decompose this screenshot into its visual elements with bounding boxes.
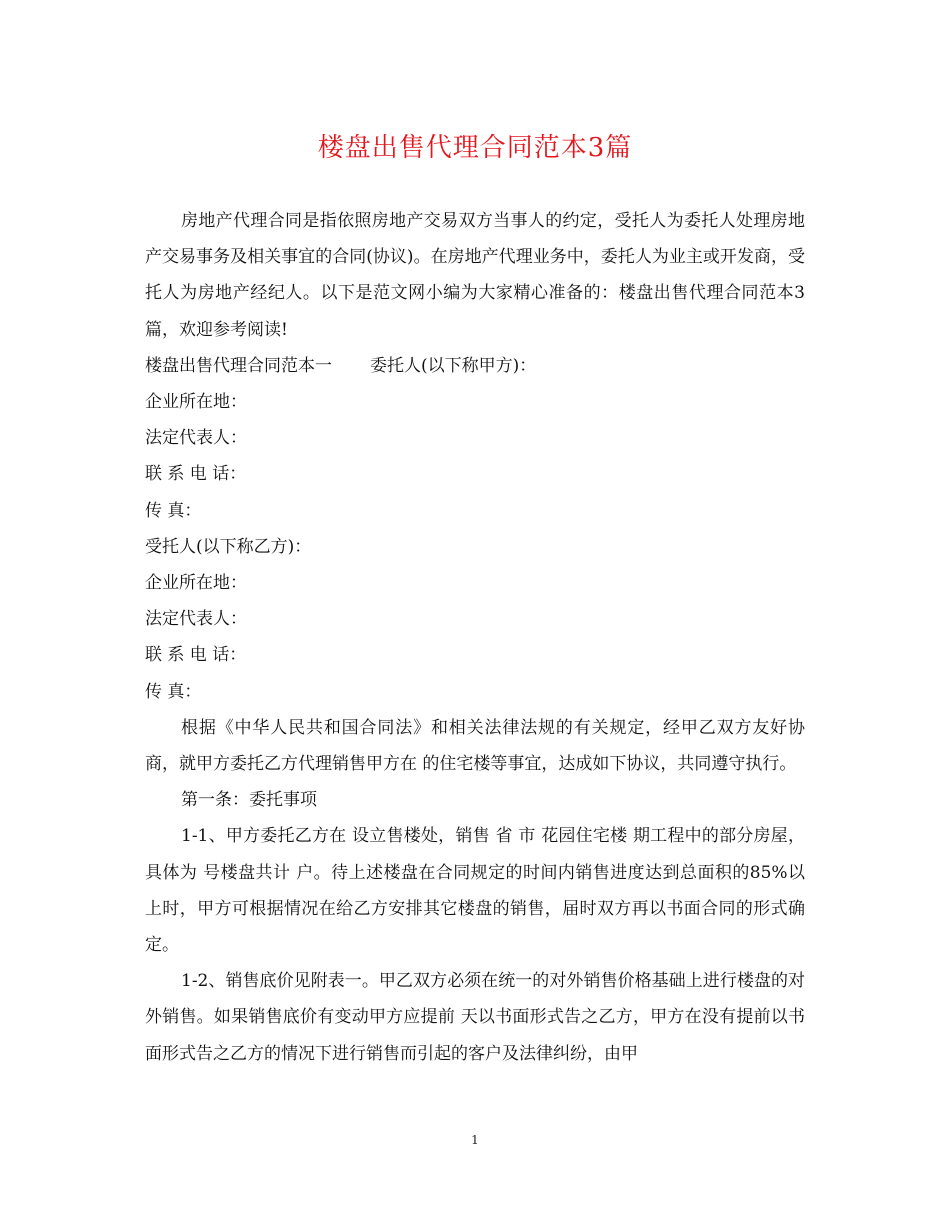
intro-paragraph: 房地产代理合同是指依照房地产交易双方当事人的约定，受托人为委托人处理房地产交易事务及相关事宜的合同(协议)。在房地产代理业务中，委托人为业主或开发商，受托人为房地产经纪人。以下是范文网小编为大家精心准备的：楼盘出售代理合同范本3篇，欢迎参考阅读! [145, 211, 805, 340]
page-number: 1 [471, 1133, 479, 1147]
party-a-address: 企业所在地： [145, 392, 247, 413]
document-title: 楼盘出售代理合同范本3篇 [317, 133, 633, 163]
party-b-label: 受托人(以下称乙方)： [145, 536, 312, 557]
clause-1-1: 1-1、甲方委托乙方在 设立售楼处，销售 省 市 花园住宅楼 期工程中的部分房屋，具体为 号楼盘共计 户。待上述楼盘在合同规定的时间内销售进度达到总面积的85%以上时，甲方可根据情况在给乙方安排其它楼盘的销售，届时双方再以书面合同的形式确定。 [145, 826, 805, 956]
party-b-phone: 联 系 电 话： [145, 645, 247, 666]
party-b-address: 企业所在地： [145, 573, 247, 594]
party-b-representative: 法定代表人： [145, 609, 247, 630]
article-1-heading: 第一条：委托事项 [181, 790, 317, 811]
preamble-paragraph: 根据《中华人民共和国合同法》和相关法律法规的有关规定，经甲乙双方友好协商，就甲方委托乙方代理销售甲方在 的住宅楼等事宜，达成如下协议，共同遵守执行。 [145, 717, 805, 775]
party-a-label: 委托人(以下称甲方)： [370, 355, 537, 376]
clause-1-2: 1-2、销售底价见附表一。甲乙双方必须在统一的对外销售价格基础上进行楼盘的对外销售。如果销售底价有变动甲方应提前 天以书面形式告之乙方，甲方在没有提前以书面形式告之乙方的情况下进行销售而引起的客户及法律纠纷，由甲 [145, 971, 805, 1064]
party-b-fax: 传 真： [145, 681, 202, 702]
document-body [145, 203, 805, 1072]
party-a-representative: 法定代表人： [145, 428, 247, 449]
section-heading-line [145, 348, 805, 384]
section-heading: 楼盘出售代理合同范本一 [145, 355, 332, 376]
party-a-fax: 传 真： [145, 500, 202, 521]
party-a-phone: 联 系 电 话： [145, 464, 247, 485]
